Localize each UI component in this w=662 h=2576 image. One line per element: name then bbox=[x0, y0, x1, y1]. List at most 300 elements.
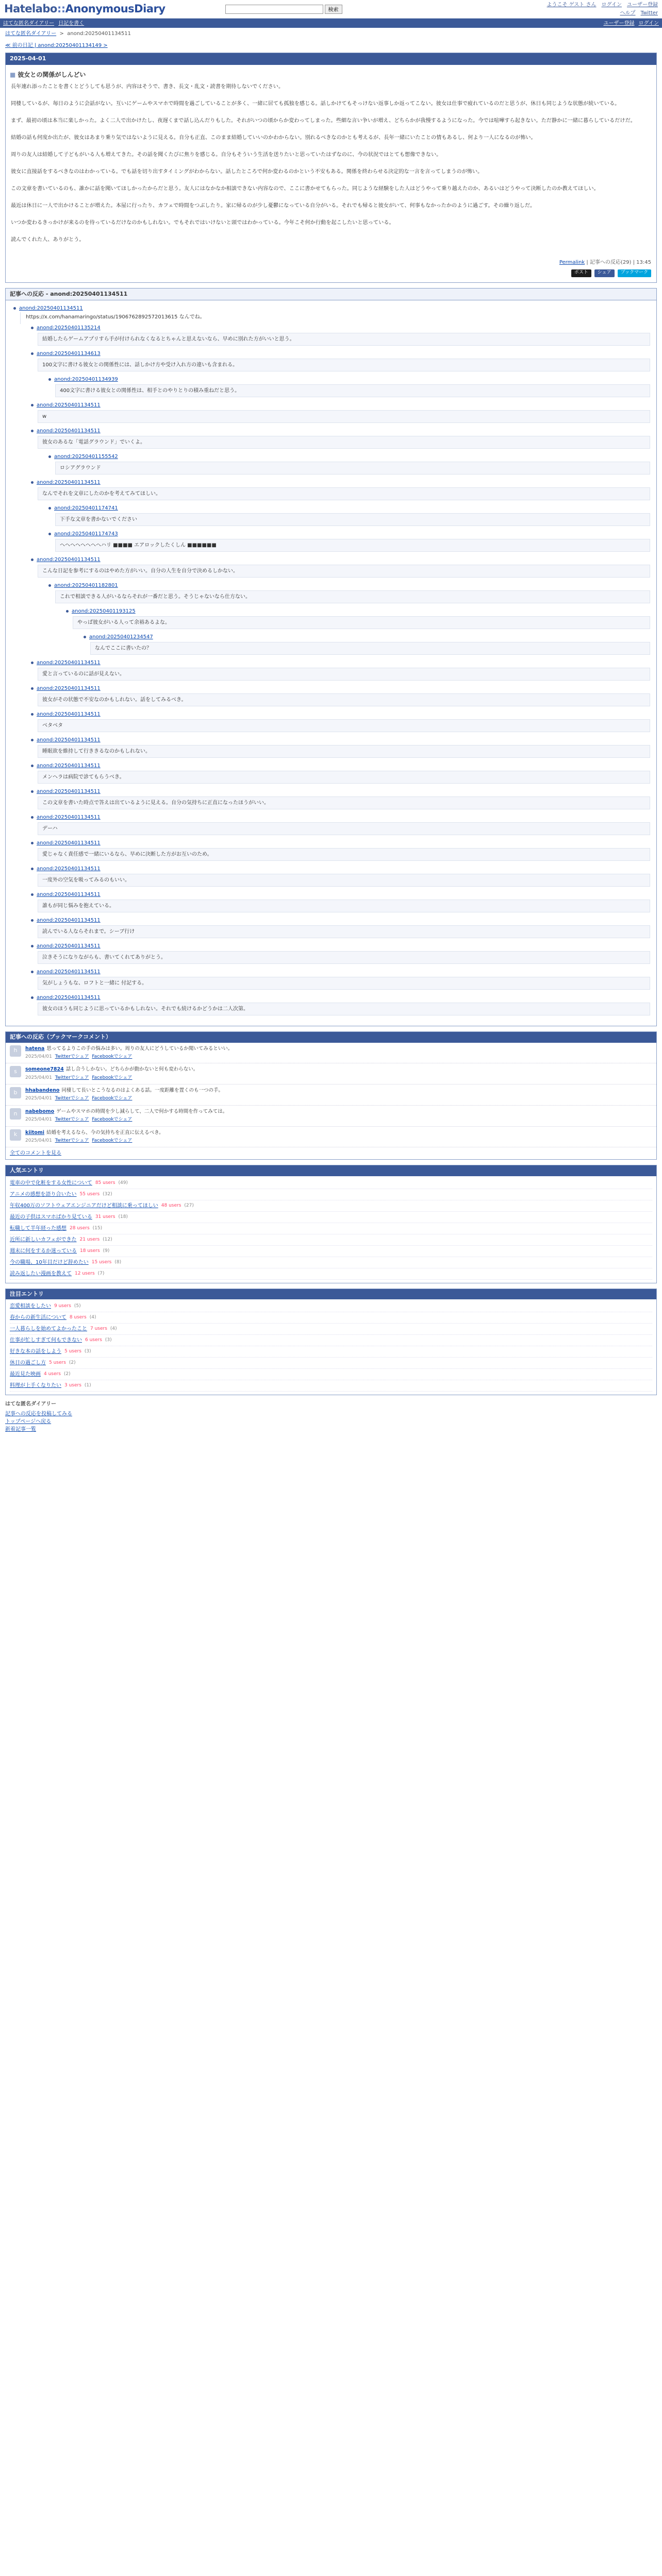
share-x-button[interactable]: ポスト bbox=[571, 269, 591, 277]
response-children bbox=[82, 633, 650, 655]
diary-paragraph: 彼女に直接話をするべきなのはわかっている。でも話を切り出すタイミングがわからない。話したところで何か変わるのかという不安もある。関係を終わらせる決定的な一言を言ってしまうのが怖い。 bbox=[11, 168, 483, 175]
response-text: 下手な文章を書かないでください bbox=[55, 513, 650, 526]
response-id-link[interactable]: anond:20250401134511 bbox=[37, 737, 101, 743]
entry-item bbox=[10, 1212, 652, 1223]
bullet-icon bbox=[31, 739, 34, 741]
entry-users-badge[interactable]: 4 users bbox=[44, 1371, 61, 1377]
entry-link[interactable]: 仕事が忙しすぎて何もできない bbox=[10, 1337, 82, 1344]
tail-link-new[interactable]: 新着記事一覧 bbox=[5, 1427, 36, 1433]
entry-link[interactable]: 電車の中で化粧をする女性について bbox=[10, 1180, 92, 1186]
bullet-icon bbox=[48, 533, 51, 535]
user-avatar[interactable]: s bbox=[10, 1066, 21, 1077]
bookmark-date: 2025/04/01 bbox=[25, 1117, 52, 1122]
diary-paragraph: いつか変わるきっかけが来るのを待っているだけなのかもしれない。でもそれではいけないと頭ではわかっている。今年こそ何か行動を起こしたいと思っている。 bbox=[11, 219, 394, 226]
logo-part-hatelabo: Hatelabo bbox=[4, 2, 57, 15]
bullet-icon bbox=[48, 455, 51, 458]
response-text: https://x.com/hanamaringo/status/1906762892572013615 なんでね。 bbox=[20, 312, 650, 324]
response-id-link[interactable]: anond:20250401134511 bbox=[37, 660, 101, 666]
breadcrumb-current: anond:20250401134511 bbox=[67, 31, 131, 37]
entry-response-count: (2) bbox=[63, 1371, 71, 1377]
response-text: やっぱ彼女がいる人って余裕あるよな。 bbox=[73, 616, 650, 629]
diary-paragraph: まず、最初の頃は本当に楽しかった。よく二人で出かけたし、夜遅くまで話し込んだりもした。それがいつの頃からか変わってしまった。些細な言い争いが増え、どちらかが我慢するようになった。今では喧嘩すら起きない。ただ静かに一緒に暮らしているだけだ。 bbox=[11, 117, 636, 124]
diary-entry bbox=[5, 53, 657, 283]
response-text: 読んでいる人ならそれまで。シーブ行け bbox=[38, 925, 650, 938]
entry-link[interactable]: 恋愛相談をしたい bbox=[10, 1303, 51, 1310]
response-node bbox=[37, 401, 650, 423]
bookmark-meta bbox=[25, 1138, 164, 1145]
bookmark-share-facebook[interactable]: Facebookでシェア bbox=[92, 1054, 133, 1059]
bullet-icon bbox=[31, 996, 34, 999]
response-children bbox=[47, 453, 650, 474]
entry-item bbox=[10, 1189, 652, 1200]
day-navigation bbox=[0, 40, 662, 53]
hatena-bookmark-button[interactable]: ブックマーク bbox=[618, 269, 651, 277]
bullet-icon bbox=[31, 842, 34, 844]
bookmark-comment bbox=[6, 1127, 656, 1148]
bullet-icon bbox=[31, 558, 34, 561]
welcome-guest-link[interactable]: ようこそ ゲスト さん bbox=[547, 2, 597, 8]
user-avatar[interactable]: h bbox=[10, 1045, 21, 1057]
bookmark-comment bbox=[6, 1106, 656, 1127]
entry-response-count: (12) bbox=[103, 1236, 112, 1242]
response-id-link[interactable]: anond:20250401134511 bbox=[37, 763, 101, 769]
entry-response-count: (7) bbox=[97, 1270, 105, 1276]
responses-title: 記事への反応 - anond:20250401134511 bbox=[6, 289, 656, 301]
response-node bbox=[37, 479, 650, 552]
response-id-link[interactable]: anond:20250401134511 bbox=[37, 480, 101, 485]
response-node bbox=[37, 350, 650, 397]
help-link[interactable]: ヘルプ bbox=[620, 10, 636, 16]
bookmark-more bbox=[6, 1147, 656, 1159]
entry-item bbox=[10, 1369, 652, 1380]
entry-users-badge[interactable]: 9 users bbox=[54, 1303, 71, 1309]
entry-item bbox=[10, 1268, 652, 1280]
entry-link[interactable]: 今の職場、10年目だけど辞めたい bbox=[10, 1259, 89, 1265]
diary-date: 2025-04-01 bbox=[6, 53, 656, 65]
logo-separator: :: bbox=[57, 2, 65, 15]
response-node bbox=[37, 865, 650, 887]
entry-item bbox=[10, 1246, 652, 1257]
user-avatar[interactable]: n bbox=[10, 1108, 21, 1120]
diary-title bbox=[6, 65, 656, 82]
bookmark-share-facebook[interactable]: Facebookでシェア bbox=[92, 1075, 133, 1080]
site-header bbox=[0, 0, 662, 19]
response-text: ロシアグラウンド bbox=[55, 462, 650, 474]
bookmark-share-twitter[interactable]: Twitterでシェア bbox=[55, 1138, 89, 1143]
share-buttons bbox=[6, 268, 656, 282]
entry-item bbox=[10, 1200, 652, 1212]
response-text: ヘヘヘヘヘヘヘヘハリ ■■■■ エアロックしたくしん ■■■■■■ bbox=[55, 539, 650, 552]
site-logo[interactable] bbox=[4, 1, 166, 18]
breadcrumb-separator: > bbox=[58, 31, 66, 37]
bookmark-share-twitter[interactable]: Twitterでシェア bbox=[55, 1054, 89, 1059]
response-id-link[interactable]: anond:20250401182801 bbox=[54, 583, 118, 588]
response-children bbox=[47, 504, 650, 552]
bullet-icon bbox=[48, 507, 51, 510]
response-id-link[interactable]: anond:20250401155542 bbox=[54, 454, 118, 460]
entry-response-count: (1) bbox=[84, 1383, 91, 1388]
nav-login[interactable]: ログイン bbox=[638, 20, 659, 26]
bookmark-meta bbox=[25, 1054, 233, 1061]
bookmark-comment-text: 結婚を考えるなら、今の気持ちを正直に伝えるべき。 bbox=[46, 1129, 164, 1136]
nav-bar bbox=[0, 19, 662, 28]
related-entries-list bbox=[6, 1299, 656, 1395]
entry-users-badge[interactable]: 21 users bbox=[79, 1236, 100, 1242]
entry-link[interactable]: 転職して半年経った感想 bbox=[10, 1225, 67, 1231]
all-comments-link[interactable]: 全てのコメントを見る bbox=[10, 1150, 61, 1157]
entry-response-count: (5) bbox=[74, 1303, 81, 1309]
response-node bbox=[54, 530, 650, 552]
bullet-icon bbox=[31, 481, 34, 484]
entry-users-badge[interactable]: 31 users bbox=[95, 1214, 115, 1219]
entry-item bbox=[10, 1257, 652, 1268]
bookmark-meta bbox=[25, 1075, 198, 1082]
diary-paragraph: この文章を書いているのも、誰かに話を聞いてほしかったからだと思う。友人にはなかなか相談できない内容なので、ここに書かせてもらった。同じような経験をした人はどうやって乗り越えたのか、あるいはどうやって決断したのか教えてほしい。 bbox=[11, 185, 599, 192]
response-text: 400文字に書ける彼女との関係性は、相手とのやりとりの積み重ねだと思う。 bbox=[55, 384, 650, 397]
response-id-link[interactable]: anond:20250401134511 bbox=[37, 943, 101, 949]
breadcrumb-home[interactable]: はてな匿名ダイアリー bbox=[5, 31, 57, 37]
bullet-icon bbox=[31, 430, 34, 432]
bullet-icon bbox=[48, 378, 51, 381]
header-links bbox=[547, 1, 658, 17]
diary-body bbox=[6, 82, 656, 257]
diary-footer bbox=[6, 257, 656, 268]
hot-entries-section bbox=[5, 1165, 657, 1283]
response-text: 誰もが同じ悩みを抱えている。 bbox=[38, 900, 650, 912]
share-facebook-button[interactable]: シェア bbox=[594, 269, 615, 277]
entry-users-badge[interactable]: 5 users bbox=[64, 1349, 81, 1354]
response-count: | bbox=[586, 259, 590, 265]
bullet-icon bbox=[31, 919, 34, 922]
response-text: なんでそれを文章にしたのかを考えてみてほしい。 bbox=[38, 487, 650, 500]
response-node bbox=[37, 736, 650, 758]
bookmark-comment-text: 話し合うしかない。どちらかが動かないと何も変わらない。 bbox=[65, 1066, 198, 1073]
bullet-icon bbox=[31, 945, 34, 947]
response-node bbox=[37, 891, 650, 912]
bookmark-comment-body bbox=[25, 1066, 198, 1081]
responses-tree bbox=[6, 300, 656, 1026]
response-text: こんな日記を参考にするのはやめた方がいい。自分の人生を自分で決めるしかない。 bbox=[38, 565, 650, 578]
bookmark-share-twitter[interactable]: Twitterでシェア bbox=[55, 1117, 89, 1122]
bullet-icon bbox=[66, 610, 69, 613]
prev-diary-link[interactable]: ≪ 前の日記 | anond:20250401134149 > bbox=[5, 43, 108, 48]
entry-item bbox=[10, 1324, 652, 1335]
entry-users-badge[interactable]: 85 users bbox=[95, 1180, 115, 1185]
bookmark-comment-body bbox=[25, 1129, 164, 1145]
bookmark-comment-body bbox=[25, 1087, 223, 1103]
response-id-link[interactable]: anond:20250401134939 bbox=[54, 377, 118, 382]
bullet-icon bbox=[31, 352, 34, 355]
bullet-icon bbox=[31, 713, 34, 716]
nav-write-diary[interactable]: 日記を書く bbox=[58, 20, 85, 26]
bookmark-date: 2025/04/01 bbox=[25, 1096, 52, 1101]
response-text: 彼女がその状態で不安なのかもしれない。話をしてみるべき。 bbox=[38, 693, 650, 706]
bookmark-user-link[interactable]: hhabandeno bbox=[25, 1088, 60, 1093]
response-node bbox=[37, 762, 650, 784]
response-node bbox=[37, 917, 650, 938]
response-node bbox=[54, 376, 650, 397]
response-children bbox=[64, 607, 650, 655]
bullet-icon bbox=[31, 893, 34, 896]
response-text: 彼女のあるな「電話グラウンド」でいくよ。 bbox=[38, 436, 650, 449]
register-link[interactable]: ユーザー登録 bbox=[627, 2, 658, 8]
header-search bbox=[225, 5, 342, 14]
responses-section bbox=[5, 288, 657, 1027]
page-tail bbox=[5, 1400, 657, 1433]
bookmark-comments-section bbox=[5, 1031, 657, 1160]
response-id-link[interactable]: anond:20250401134511 bbox=[37, 557, 101, 563]
response-text: 100文字に書ける彼女との関係性には、話しかけ方や受け入れ方の違いも含まれる。 bbox=[38, 359, 650, 371]
hot-entries-title: 人気エントリ bbox=[6, 1165, 656, 1176]
entry-users-badge[interactable]: 15 users bbox=[91, 1259, 112, 1265]
entry-users-badge[interactable]: 12 users bbox=[75, 1270, 95, 1276]
response-id-link[interactable]: anond:20250401234547 bbox=[89, 634, 153, 640]
entry-response-count: (9) bbox=[103, 1248, 110, 1253]
bullet-icon bbox=[31, 868, 34, 870]
search-button[interactable]: 検索 bbox=[325, 5, 342, 14]
bookmark-share-facebook[interactable]: Facebookでシェア bbox=[92, 1117, 133, 1122]
entry-item bbox=[10, 1358, 652, 1369]
entry-item bbox=[10, 1234, 652, 1246]
bookmark-meta bbox=[25, 1095, 223, 1103]
bookmark-date: 2025/04/01 bbox=[25, 1138, 52, 1143]
permalink-link[interactable]: Permalink bbox=[559, 259, 585, 265]
diary-title-text: 彼女との関係がしんどい bbox=[18, 71, 86, 78]
response-root bbox=[19, 304, 650, 1015]
response-id-link[interactable]: anond:20250401134511 bbox=[37, 428, 101, 434]
entry-link[interactable]: 一人暮らしを始めてよかったこと bbox=[10, 1326, 87, 1332]
bookmark-user-link[interactable]: someone7824 bbox=[25, 1066, 64, 1073]
response-node bbox=[37, 556, 650, 655]
bullet-icon bbox=[31, 816, 34, 819]
user-avatar[interactable]: b bbox=[10, 1087, 21, 1098]
tail-link-respond[interactable]: 記事への反応を投稿してみる bbox=[5, 1411, 72, 1417]
response-id-link[interactable]: anond:20250401174743 bbox=[54, 531, 118, 537]
entry-users-badge[interactable]: 28 users bbox=[70, 1225, 90, 1231]
nav-register[interactable]: ユーザー登録 bbox=[603, 20, 635, 26]
response-id-link[interactable]: anond:20250401174741 bbox=[54, 505, 118, 511]
response-text: メンヘラは病院で診てもらうべき。 bbox=[38, 771, 650, 784]
response-text: 愛じゃなく責任感で一緒にいるなら、早めに決断した方がお互いのため。 bbox=[38, 848, 650, 861]
search-input[interactable] bbox=[225, 5, 323, 14]
bullet-icon bbox=[31, 687, 34, 690]
entry-response-count: (2) bbox=[69, 1360, 76, 1365]
entry-link[interactable]: 最近見た映画 bbox=[10, 1371, 41, 1378]
response-id-link[interactable]: anond:20250401134511 bbox=[37, 892, 101, 897]
diary-paragraph: 結婚の話も何度か出たが、彼女はあまり乗り気ではないように見える。自分も正直、このまま結婚していいのかわからない。別れるべきなのかとも考えるが、長年一緒にいたことの情もあるし、何より一人になるのが怖い。 bbox=[11, 134, 536, 141]
entry-response-count: (3) bbox=[105, 1337, 112, 1343]
entry-response-count: (49) bbox=[118, 1180, 128, 1185]
response-id-link[interactable]: anond:20250401193125 bbox=[72, 608, 136, 614]
tail-title: はてな匿名ダイアリー bbox=[5, 1401, 57, 1408]
login-link[interactable]: ログイン bbox=[601, 2, 622, 8]
response-node bbox=[37, 839, 650, 861]
response-id-link[interactable]: anond:20250401134511 bbox=[37, 840, 101, 846]
diary-paragraph: 同棲しているが、毎日のように会話がない。互いにゲームやスマホで時間を過ごしていることが多く、一緒に居ても孤独を感じる。話しかけてもそっけない返事しか返ってこない。彼女は仕事で疲れているのだと思うが、休日も同じような状態が続いている。 bbox=[11, 100, 620, 107]
response-text: 泣きそうになりながらも、書いてくれてありがとう。 bbox=[38, 951, 650, 964]
entry-item bbox=[10, 1312, 652, 1324]
entry-users-badge[interactable]: 8 users bbox=[69, 1315, 87, 1320]
entry-users-badge[interactable]: 18 users bbox=[80, 1248, 100, 1253]
response-node bbox=[54, 453, 650, 474]
bookmark-comment-text: ゲームやスマホの時間を少し減らして、二人で何かする時間を作ってみては。 bbox=[56, 1108, 228, 1114]
entry-response-count: (4) bbox=[110, 1326, 117, 1331]
twitter-link[interactable]: Twitter bbox=[640, 10, 658, 16]
diary-time: 記事への反応(29) | 13:45 bbox=[589, 259, 651, 265]
entry-response-count: (18) bbox=[118, 1214, 128, 1219]
response-text: ベタベタ bbox=[38, 719, 650, 732]
bookmark-user-link[interactable]: hatena bbox=[25, 1045, 45, 1052]
related-entries-title: 注目エントリ bbox=[6, 1289, 656, 1300]
entry-response-count: (15) bbox=[92, 1225, 103, 1231]
entry-link[interactable]: 週末に何をするか迷っている bbox=[10, 1248, 77, 1254]
response-node bbox=[37, 942, 650, 964]
response-text: 結婚したらゲームアプリすら手が付けられなくなるとちゃんと思えないなら、早めに別れた方がいいと思う。 bbox=[38, 333, 650, 346]
response-id-link[interactable]: anond:20250401134511 bbox=[37, 402, 101, 408]
entry-users-badge[interactable]: 3 users bbox=[64, 1383, 81, 1388]
response-text: 愛と言っているのに話が見えない。 bbox=[38, 668, 650, 681]
user-avatar[interactable]: k bbox=[10, 1129, 21, 1141]
response-node bbox=[54, 582, 650, 655]
diary-paragraph: 読んでくれた人、ありがとう。 bbox=[11, 236, 85, 243]
diary-paragraph: 最近は休日に一人で出かけることが増えた。本屋に行ったり、カフェで時間をつぶしたり。家に帰るのが少し憂鬱になっている自分がいる。それでも帰ると彼女がいて、何事もなかったかのように過ごす。その繰り返しだ。 bbox=[11, 202, 536, 209]
entry-response-count: (3) bbox=[84, 1349, 91, 1354]
response-text: w bbox=[38, 410, 650, 423]
response-id-link[interactable]: anond:20250401134613 bbox=[37, 351, 101, 357]
bullet-icon bbox=[31, 765, 34, 767]
entry-response-count: (8) bbox=[114, 1259, 122, 1265]
entry-users-badge[interactable]: 6 users bbox=[85, 1337, 102, 1343]
response-text: 睡眠欲を維持して行ききるなのかもしれない。 bbox=[38, 745, 650, 758]
bookmark-date: 2025/04/01 bbox=[25, 1075, 52, 1080]
response-text: デーハ bbox=[38, 822, 650, 835]
related-entries-section bbox=[5, 1289, 657, 1396]
bullet-icon bbox=[48, 584, 51, 587]
response-node bbox=[37, 659, 650, 681]
response-children bbox=[29, 324, 650, 1015]
bullet-icon bbox=[31, 327, 34, 329]
entry-link[interactable]: 料理が上手くなりたい bbox=[10, 1383, 61, 1389]
logo-part-anonymous-diary: AnonymousDiary bbox=[65, 2, 166, 15]
entry-link[interactable]: 近所に新しいカフェができた bbox=[10, 1236, 77, 1243]
nav-anonymous-diary[interactable]: はてな匿名ダイアリー bbox=[3, 20, 55, 26]
response-node bbox=[72, 607, 650, 655]
entry-item bbox=[10, 1335, 652, 1346]
entry-link[interactable]: 読み返したい漫画を教えて bbox=[10, 1270, 72, 1277]
entry-users-badge[interactable]: 7 users bbox=[90, 1326, 107, 1331]
diary-paragraph: 周りの友人は結婚して子どもがいる人も増えてきた。その話を聞くたびに焦りを感じる。自分もそういう生活を送りたいと思っていたはずなのに、今の状況ではとても想像できない。 bbox=[11, 151, 442, 158]
response-id-link[interactable]: anond:20250401134511 bbox=[37, 789, 101, 794]
response-text: なんでここに書いたの？ bbox=[90, 642, 650, 655]
entry-item bbox=[10, 1346, 652, 1358]
response-id-link[interactable]: anond:20250401134511 bbox=[37, 918, 101, 923]
response-text: 気がしょうもな、ロフトと一緒に 付記する。 bbox=[38, 977, 650, 990]
response-id-link[interactable]: anond:20250401134511 bbox=[19, 306, 83, 311]
bookmark-user-link[interactable]: nabebomo bbox=[25, 1108, 55, 1114]
response-node bbox=[89, 633, 650, 655]
entry-item bbox=[10, 1178, 652, 1189]
bookmark-meta bbox=[25, 1116, 227, 1124]
entry-link[interactable]: 春からの新生活について bbox=[10, 1315, 67, 1321]
response-children bbox=[47, 376, 650, 397]
response-id-link[interactable]: anond:20250401134511 bbox=[37, 866, 101, 872]
response-text: この文章を書いた時点で答えは出ているように見える。自分の気持ちに正直になったほうがいい。 bbox=[38, 796, 650, 809]
bookmark-share-twitter[interactable]: Twitterでシェア bbox=[55, 1075, 89, 1080]
entry-users-badge[interactable]: 5 users bbox=[49, 1360, 66, 1365]
response-id-link[interactable]: anond:20250401135214 bbox=[37, 325, 101, 331]
bullet-icon bbox=[31, 790, 34, 793]
entry-response-count: (32) bbox=[103, 1191, 112, 1197]
bookmark-comment-text: 同棲して長いとこうなるのはよくある話。一度距離を置くのも一つの手。 bbox=[61, 1088, 223, 1093]
bookmark-comment-body bbox=[25, 1045, 233, 1061]
entry-response-count: (4) bbox=[89, 1315, 96, 1320]
bookmark-comment bbox=[6, 1084, 656, 1106]
response-node bbox=[37, 788, 650, 809]
entry-link[interactable]: 休日の過ごし方 bbox=[10, 1360, 46, 1366]
response-node bbox=[37, 427, 650, 474]
response-node bbox=[37, 685, 650, 706]
response-node bbox=[37, 968, 650, 990]
bookmark-comment-text: 思ってるよりこの手の悩みは多い。周りの友人にどうしているか聞いてみるといい。 bbox=[46, 1045, 233, 1052]
response-id-link[interactable]: anond:20250401134511 bbox=[37, 815, 101, 820]
entry-users-badge[interactable]: 48 users bbox=[161, 1202, 181, 1208]
title-square-icon: ■ bbox=[10, 71, 16, 78]
entry-link[interactable]: 好きな本の話をしよう bbox=[10, 1349, 61, 1355]
response-node bbox=[37, 814, 650, 835]
response-id-link[interactable]: anond:20250401134511 bbox=[37, 711, 101, 717]
tail-link-top[interactable]: トップページへ戻る bbox=[5, 1419, 52, 1425]
entry-link[interactable]: 年収400万のソフトウェアエンジニアだけど相談に乗ってほしい bbox=[10, 1202, 158, 1209]
bookmark-share-facebook[interactable]: Facebookでシェア bbox=[92, 1138, 133, 1143]
response-children bbox=[47, 582, 650, 655]
entry-item bbox=[10, 1301, 652, 1312]
bookmark-user-link[interactable]: kiitomi bbox=[25, 1129, 45, 1136]
bookmark-share-facebook[interactable]: Facebookでシェア bbox=[92, 1096, 133, 1101]
response-id-link[interactable]: anond:20250401134511 bbox=[37, 686, 101, 691]
response-id-link[interactable]: anond:20250401134511 bbox=[37, 969, 101, 975]
breadcrumb bbox=[0, 28, 662, 40]
bookmark-comment bbox=[6, 1043, 656, 1064]
entry-link[interactable]: 最近の子供はスマホばかり見ている bbox=[10, 1214, 92, 1220]
bookmark-comment-list bbox=[6, 1043, 656, 1148]
response-node bbox=[37, 710, 650, 732]
bookmark-comment bbox=[6, 1063, 656, 1084]
response-node bbox=[37, 994, 650, 1015]
bullet-icon bbox=[31, 404, 34, 406]
response-text: 彼女のほうも同じように思っているかもしれない。それでも続けるかどうかは二人次第。 bbox=[38, 1003, 650, 1015]
bookmark-comment-body bbox=[25, 1108, 227, 1124]
bookmark-share-twitter[interactable]: Twitterでシェア bbox=[55, 1096, 89, 1101]
entry-response-count: (27) bbox=[184, 1202, 194, 1208]
response-text: 一度外の空気を吸ってみるのもいい。 bbox=[38, 874, 650, 887]
response-text: これで相談できる人がいるならそれが一番だと思う。そうじゃないなら仕方ない。 bbox=[55, 590, 650, 603]
response-node bbox=[54, 504, 650, 526]
bullet-icon bbox=[31, 971, 34, 973]
bullet-icon bbox=[31, 662, 34, 664]
bookmark-comments-title: 記事への反応（ブックマークコメント） bbox=[6, 1032, 656, 1043]
entry-link[interactable]: アニメの感想を語り合いたい bbox=[10, 1191, 77, 1197]
bullet-icon bbox=[13, 307, 16, 310]
bookmark-date: 2025/04/01 bbox=[25, 1054, 52, 1059]
response-node bbox=[37, 324, 650, 346]
bullet-icon bbox=[84, 636, 86, 638]
entry-item bbox=[10, 1380, 652, 1392]
hot-entries-list bbox=[6, 1176, 656, 1283]
diary-paragraph: 長年連れ添ったことを書くとどうしても思うが、内容はそうで、書き、長文・乱文・読書を期待しないでください。 bbox=[11, 83, 284, 90]
response-id-link[interactable]: anond:20250401134511 bbox=[37, 995, 101, 1001]
entry-users-badge[interactable]: 55 users bbox=[79, 1191, 100, 1197]
entry-item bbox=[10, 1223, 652, 1234]
